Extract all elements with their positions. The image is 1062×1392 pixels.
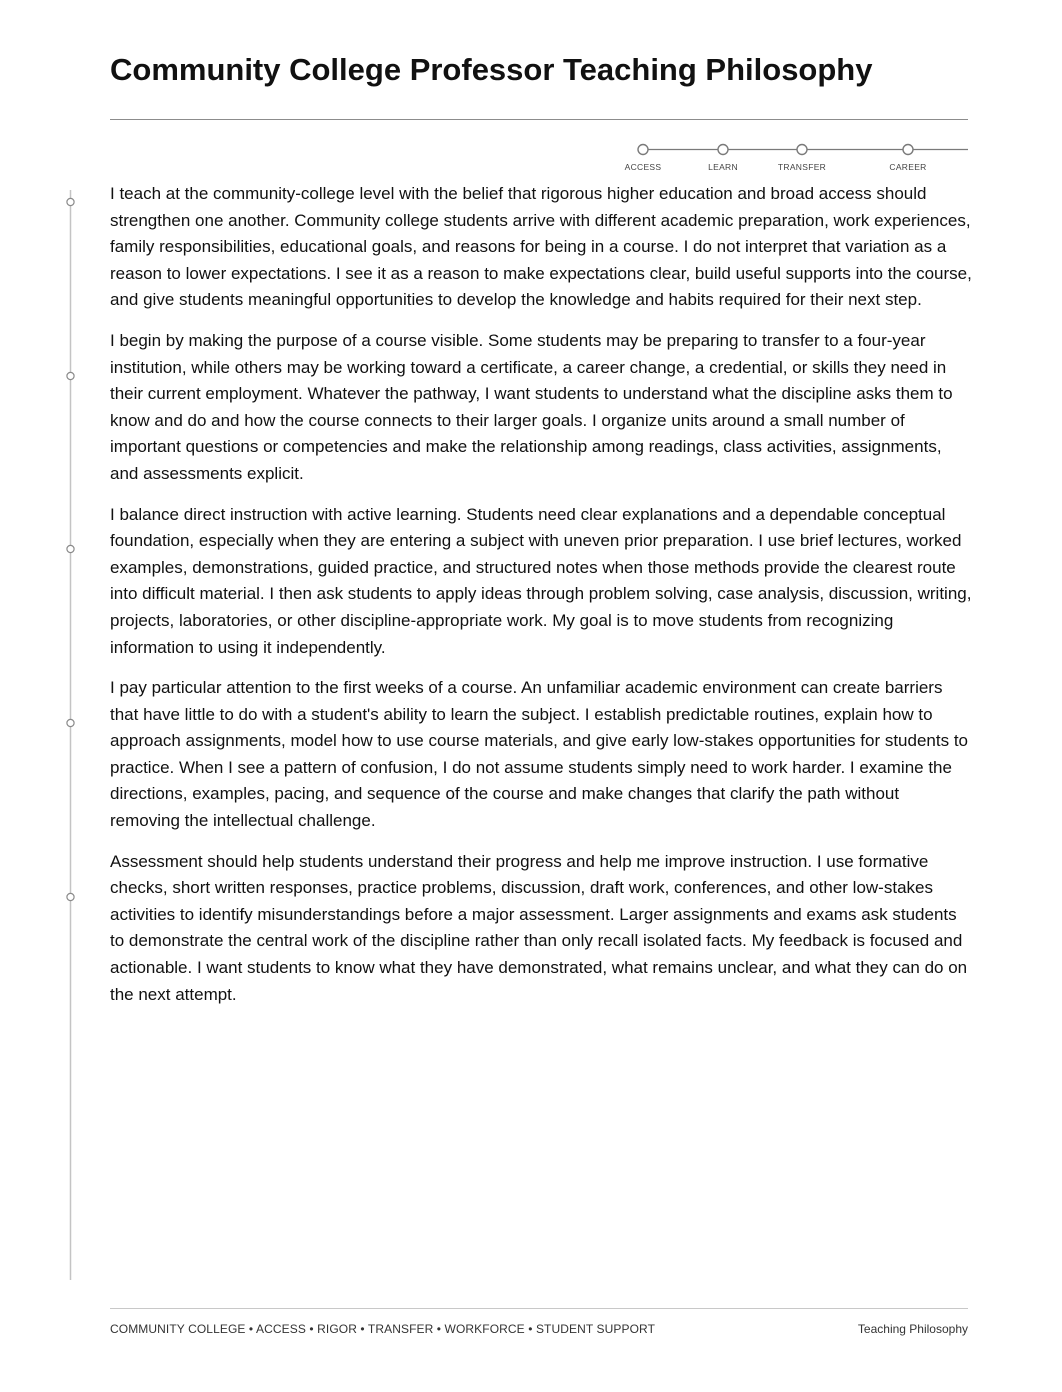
pathway-label-career: CAREER <box>889 162 927 172</box>
paragraph: I teach at the community-college level with the belief that rigorous higher education and broad access should strengthen one another. Community college students arrive with different academic preparation, work experiences, family responsibilities, educational goals, and reasons for being in a course. I do not interpret that variation as a reason to lower expectations. I see it as a reason to make expectations clear, build useful supports into the course, and give students meaningful opportunities to develop the knowledge and habits required for their next step. <box>110 184 972 310</box>
rail-marker <box>67 719 74 726</box>
side-rail <box>64 190 78 1280</box>
rail-marker <box>67 198 74 205</box>
pathway-node-career <box>903 145 913 155</box>
footer-divider <box>110 1308 968 1309</box>
paragraph: Assessment should help students understand their progress and help me improve instruction. I use formative checks, short written responses, practice problems, discussion, draft work, conferences, and other low-stakes activities to identify misunderstandings before a major assessment. Larger assignments and exams ask students to demonstrate the central work of the discipline rather than only recall isolated facts. My feedback is focused and actionable. I want students to know what they have demonstrated, what remains unclear, and what they can do on the next attempt. <box>110 851 968 1004</box>
body-text <box>110 181 972 1022</box>
rail-marker <box>67 893 74 900</box>
paragraph: I begin by making the purpose of a course visible. Some students may be preparing to transfer to a four-year institution, while others may be working toward a certificate, a career change, a credential, or skills they need in their current employment. Whatever the pathway, I want students to understand what the discipline asks them to know and do and how the course connects to their larger goals. I organize units around a small number of important questions or competencies and make the relationship among readings, class activities, assignments, and assessments explicit. <box>110 330 953 483</box>
title-divider <box>110 119 968 120</box>
rail-marker <box>67 545 74 552</box>
footer-document-label: Teaching Philosophy <box>857 1322 968 1336</box>
pathway-label-learn: LEARN <box>708 162 738 172</box>
paragraph: I balance direct instruction with active learning. Students need clear explanations and a dependable conceptual foundation, especially when they are entering a subject with uneven prior preparation. I use brief lectures, worked examples, demonstrations, guided practice, and structured notes when those methods provide the clearest route into difficult material. I then ask students to apply ideas through problem solving, case analysis, discussion, writing, projects, laboratories, or other discipline-appropriate work. My goal is to move students from recognizing information to using it independently. <box>110 504 972 657</box>
pathway-label-access: ACCESS <box>624 162 662 172</box>
paragraph: I pay particular attention to the first weeks of a course. An unfamiliar academic environment can create barriers that have little to do with a student's ability to learn the subject. I establish predictable routines, explain how to approach assignments, model how to use course materials, and give early low-stakes opportunities for students to practice. When I see a pattern of confusion, I do not assume students simply need to work harder. I examine the directions, examples, pacing, and sequence of the course and make changes that clarify the path without removing the intellectual challenge. <box>110 678 969 831</box>
rail-marker <box>67 372 74 379</box>
pathway-node-transfer <box>797 145 807 155</box>
pathway-node-learn <box>718 145 728 155</box>
pathway-node-access <box>638 145 648 155</box>
page-title: Community College Professor Teaching Philosophy <box>110 52 873 87</box>
footer-tagline: COMMUNITY COLLEGE • ACCESS • RIGOR • TRANSFER • WORKFORCE • STUDENT SUPPORT <box>110 1322 656 1336</box>
pathway-track <box>618 140 968 160</box>
pathway-label-transfer: TRANSFER <box>777 162 827 172</box>
pathway-diagram <box>618 140 968 176</box>
